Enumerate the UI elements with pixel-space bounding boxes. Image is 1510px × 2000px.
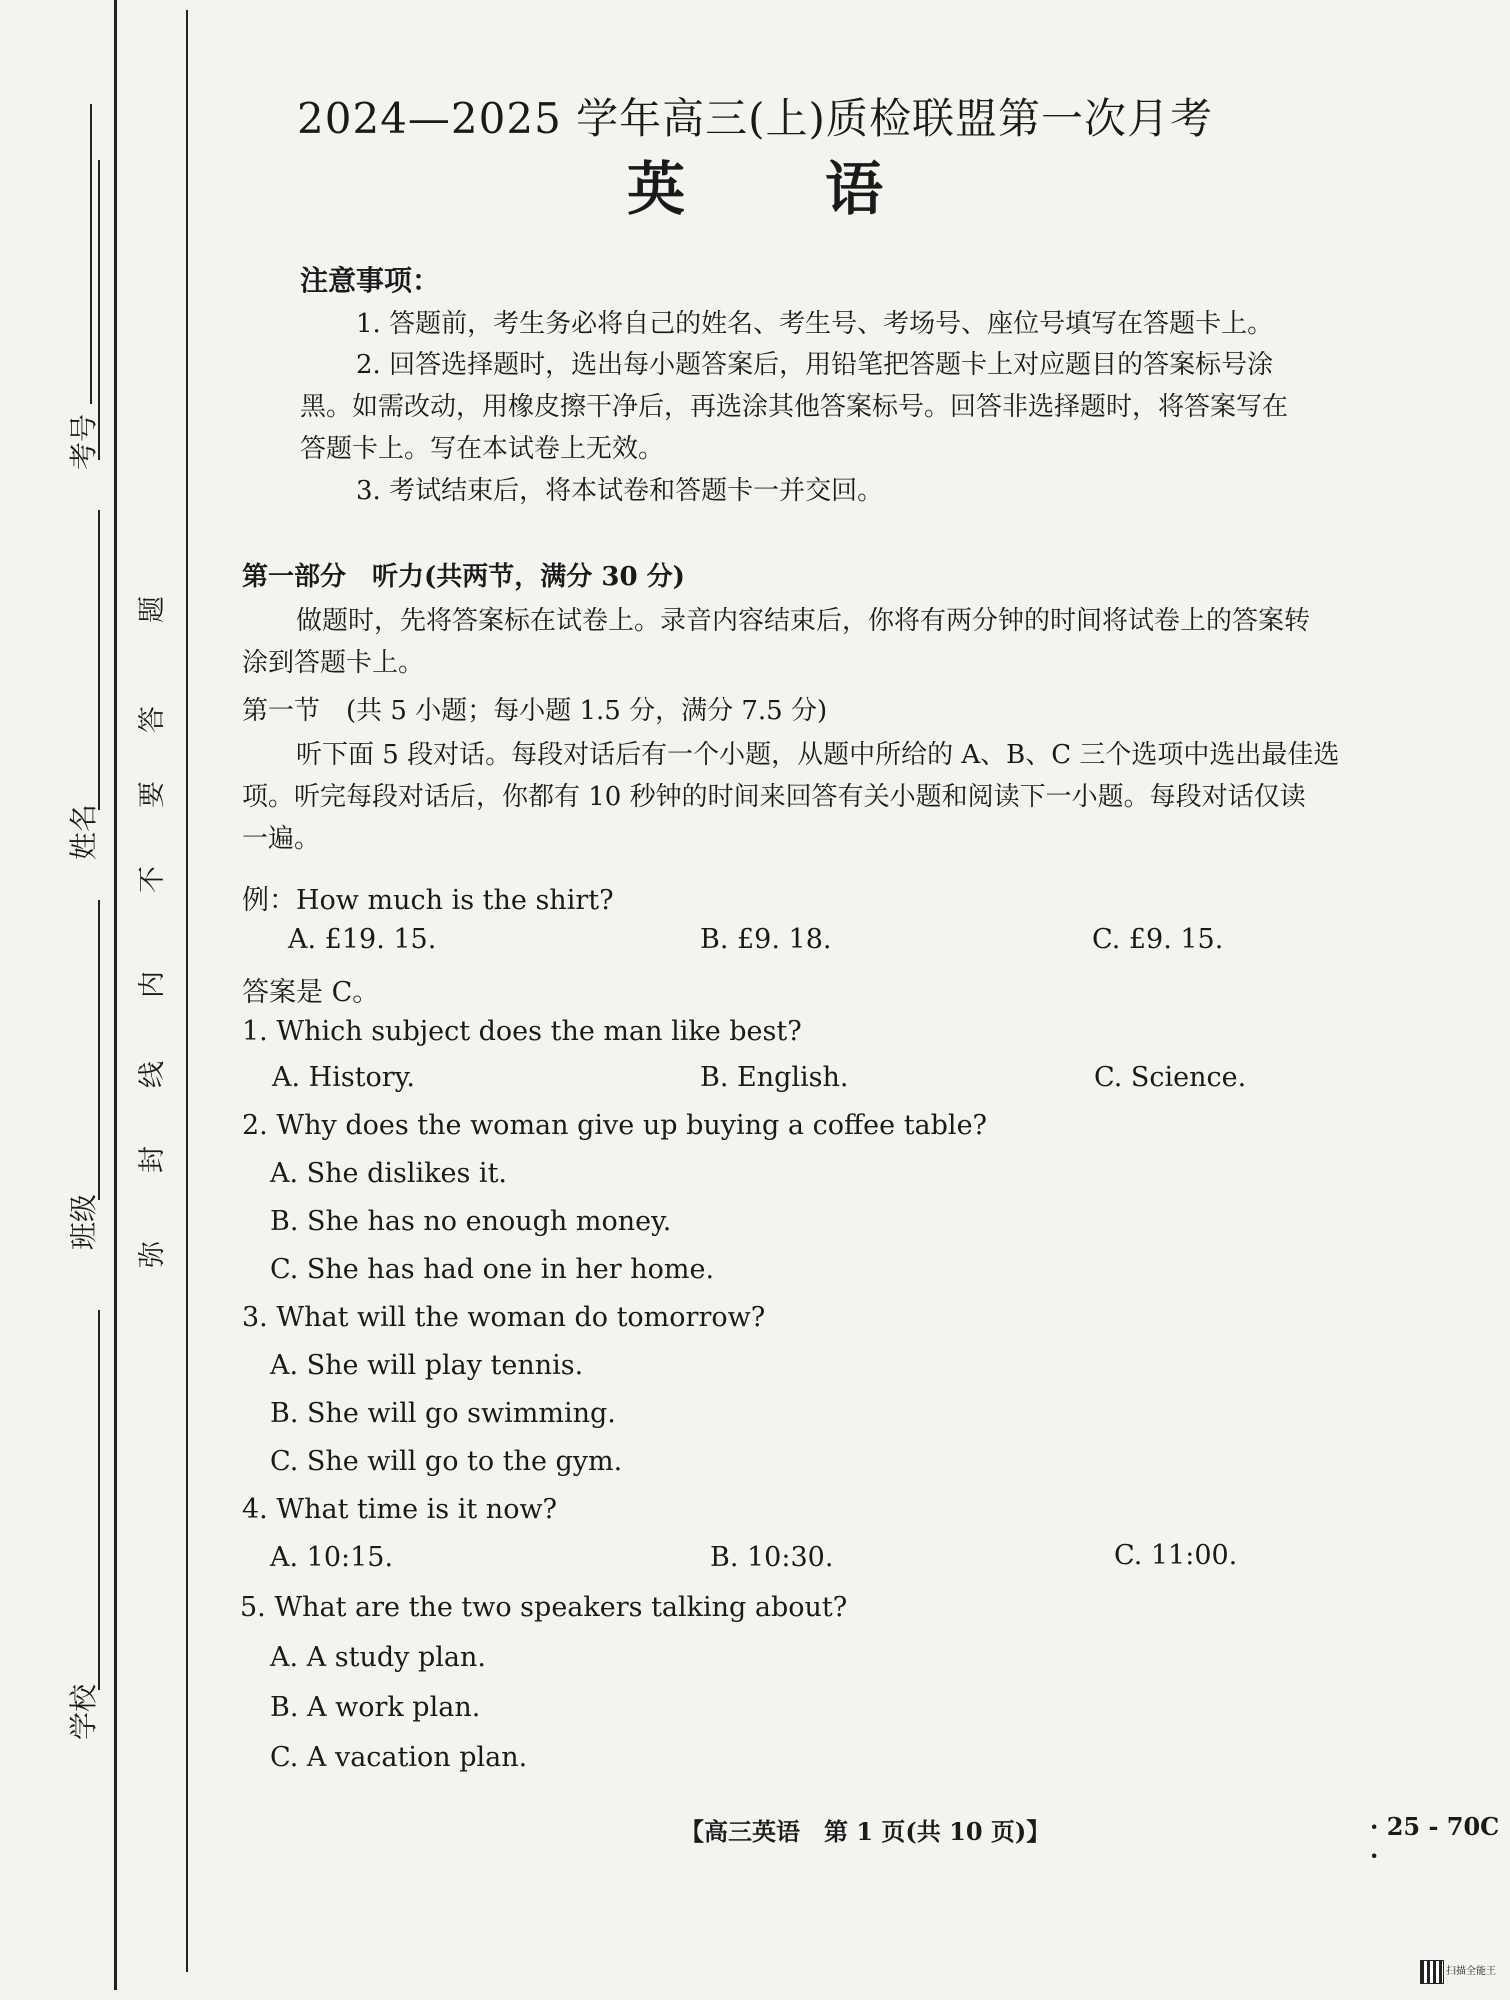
seal-char: 弥 bbox=[137, 1241, 168, 1268]
q4-option-b: B. 10:30. bbox=[710, 1542, 834, 1573]
question-4: 4. What time is it now? bbox=[242, 1494, 558, 1525]
q1-option-a: A. History. bbox=[272, 1062, 415, 1093]
q5-option-a: A. A study plan. bbox=[270, 1642, 486, 1673]
school-field bbox=[62, 1674, 102, 1740]
school-label: 学校 bbox=[67, 1683, 100, 1740]
example-option-a: A. £19. 15. bbox=[288, 924, 437, 955]
example-answer: 答案是 C。 bbox=[242, 977, 380, 1008]
seal-char: 内 bbox=[137, 971, 168, 998]
notice-item-1: 1. 答题前，考生务必将自己的姓名、考生号、考场号、座位号填写在答题卡上。 bbox=[356, 309, 1274, 339]
seal-char: 答 bbox=[137, 706, 168, 733]
school-line bbox=[98, 1310, 100, 1690]
notice-heading: 注意事项： bbox=[300, 264, 441, 297]
scanner-watermark: 扫描全能王 bbox=[1446, 1966, 1496, 1977]
q2-option-b: B. She has no enough money. bbox=[270, 1206, 672, 1237]
seal-char: 线 bbox=[137, 1061, 168, 1088]
subject-title: 英语 bbox=[626, 155, 1023, 223]
qr-code-icon bbox=[1420, 1960, 1444, 1984]
example-option-b: B. £9. 18. bbox=[700, 924, 832, 955]
class-line bbox=[98, 900, 100, 1200]
name-label: 姓名 bbox=[67, 803, 100, 860]
seal-char: 不 bbox=[137, 866, 168, 893]
name-line bbox=[98, 510, 100, 810]
exam-code: · 25 - 70C · bbox=[1370, 1812, 1500, 1870]
question-5: 5. What are the two speakers talking about? bbox=[240, 1592, 848, 1623]
exam-title: 2024—2025 学年高三(上)质检联盟第一次月考 bbox=[297, 94, 1213, 143]
q4-option-c: C. 11:00. bbox=[1114, 1540, 1238, 1571]
q2-option-a: A. She dislikes it. bbox=[270, 1158, 508, 1189]
q1-option-c: C. Science. bbox=[1094, 1062, 1247, 1093]
binding-line-inner bbox=[186, 10, 188, 1972]
section1-heading: 第一节 (共 5 小题；每小题 1.5 分，满分 7.5 分) bbox=[242, 696, 828, 726]
q1-option-b: B. English. bbox=[700, 1062, 849, 1093]
name-field bbox=[62, 794, 102, 860]
part1-instructions: 做题时，先将答案标在试卷上。录音内容结束后，你将有两分钟的时间将试卷上的答案转 bbox=[296, 606, 1311, 636]
q4-option-a: A. 10:15. bbox=[270, 1542, 394, 1573]
notice-item-2-cont: 答题卡上。写在本试卷上无效。 bbox=[300, 434, 665, 464]
part1-heading: 第一部分 听力(共两节，满分 30 分) bbox=[242, 562, 685, 592]
example-option-c: C. £9. 15. bbox=[1092, 924, 1224, 955]
seal-char: 题 bbox=[137, 596, 168, 623]
notice-item-2-cont: 黑。如需改动，用橡皮擦干净后，再选涂其他答案标号。回答非选择题时，将答案写在 bbox=[300, 392, 1289, 422]
example-question: 例：How much is the shirt? bbox=[242, 885, 614, 916]
section1-instructions-cont: 项。听完每段对话后，你都有 10 秒钟的时间来回答有关小题和阅读下一小题。每段对话仅读 bbox=[242, 782, 1306, 812]
notice-item-3: 3. 考试结束后，将本试卷和答题卡一并交回。 bbox=[356, 476, 884, 506]
q3-option-a: A. She will play tennis. bbox=[270, 1350, 584, 1381]
q3-option-c: C. She will go to the gym. bbox=[270, 1446, 623, 1477]
question-3: 3. What will the woman do tomorrow? bbox=[242, 1302, 766, 1333]
question-1: 1. Which subject does the man like best? bbox=[242, 1016, 802, 1047]
page-footer: 【高三英语 第 1 页(共 10 页)】 bbox=[680, 1817, 1051, 1846]
q5-option-c: C. A vacation plan. bbox=[270, 1742, 528, 1773]
class-label: 班级 bbox=[67, 1193, 100, 1250]
section1-instructions-cont: 一遍。 bbox=[242, 824, 321, 854]
q2-option-c: C. She has had one in her home. bbox=[270, 1254, 715, 1285]
part1-instructions-cont: 涂到答题卡上。 bbox=[242, 648, 425, 678]
exam-number-label: 考号 bbox=[67, 413, 100, 470]
seal-char: 要 bbox=[137, 781, 168, 808]
binding-line-outer bbox=[114, 0, 117, 1990]
notice-item-2: 2. 回答选择题时，选出每小题答案后，用铅笔把答题卡上对应题目的答案标号涂 bbox=[356, 350, 1274, 380]
class-field bbox=[62, 1184, 102, 1250]
q3-option-b: B. She will go swimming. bbox=[270, 1398, 616, 1429]
seal-char: 封 bbox=[137, 1146, 168, 1173]
section1-instructions: 听下面 5 段对话。每段对话后有一个小题，从题中所给的 A、B、C 三个选项中选出最佳选 bbox=[296, 740, 1340, 770]
question-2: 2. Why does the woman give up buying a coffee table? bbox=[242, 1110, 988, 1141]
q5-option-b: B. A work plan. bbox=[270, 1692, 481, 1723]
